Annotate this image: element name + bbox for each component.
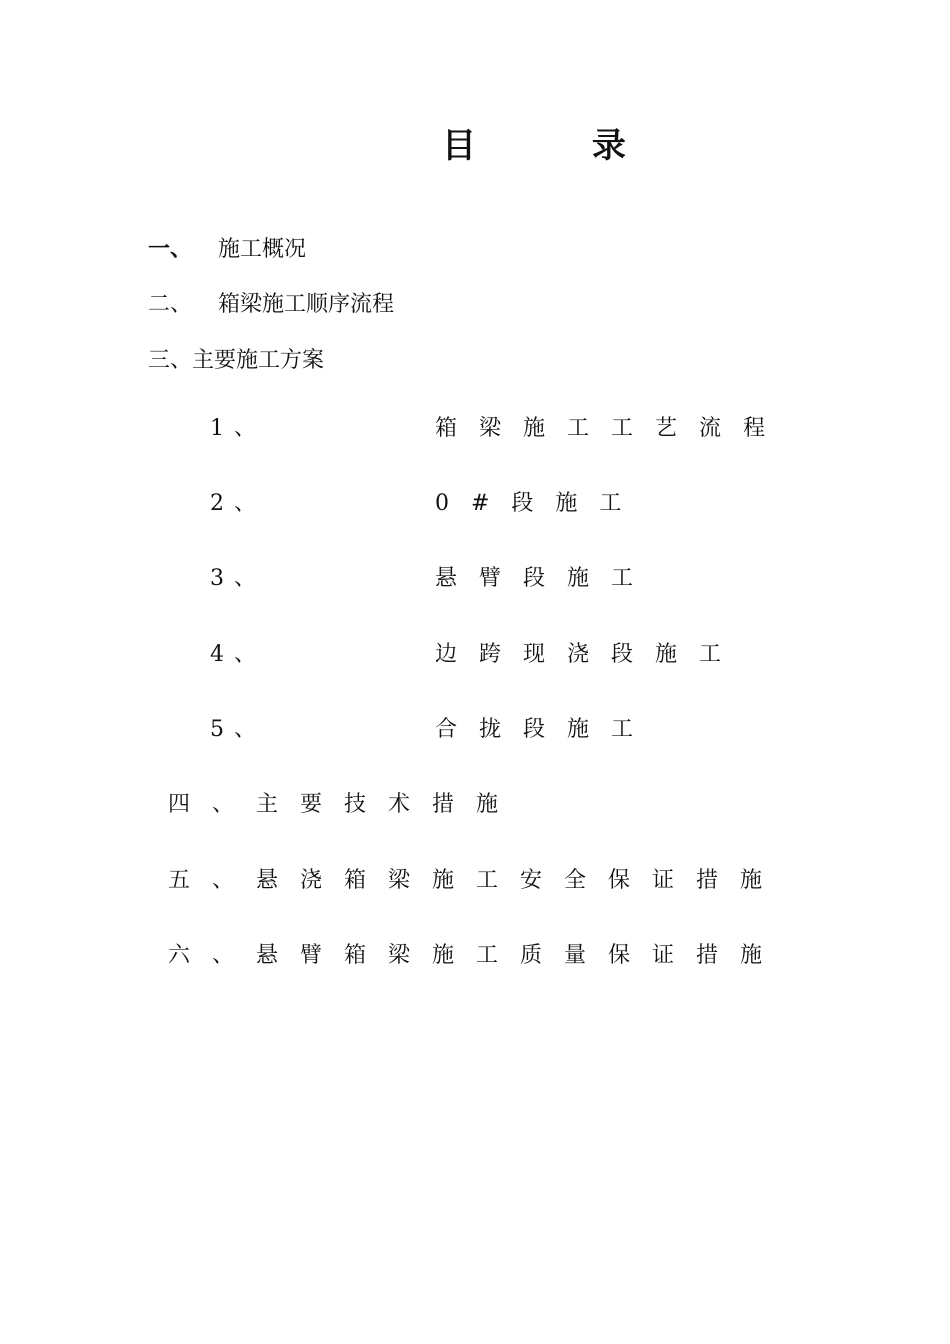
toc-item-6[interactable] — [168, 941, 784, 971]
toc-subitem-label: 合拢段施工 — [435, 717, 656, 742]
toc-subitem-label: 箱梁施工工艺流程 — [435, 416, 788, 441]
toc-item-2[interactable] — [148, 290, 394, 320]
toc-item-number: 三、 — [148, 348, 193, 373]
toc-item-number: 二、 — [148, 292, 193, 317]
toc-item-number: 五、 — [168, 868, 257, 893]
toc-title: 目 录 — [442, 126, 678, 166]
toc-item-5[interactable] — [168, 866, 784, 896]
toc-item-label: 悬浇箱梁施工安全保证措施 — [256, 868, 785, 893]
toc-item-label: 主要技术措施 — [256, 792, 521, 817]
toc-item-3[interactable] — [148, 346, 324, 376]
toc-item-number: 六、 — [168, 943, 257, 968]
toc-subitem-label: 边跨现浇段施工 — [435, 642, 744, 667]
toc-subitem-number: 4、 — [210, 642, 266, 667]
toc-subitem-number: 1、 — [210, 416, 266, 441]
toc-subitem-number: 2、 — [210, 491, 266, 516]
toc-subitem-number: 3、 — [210, 566, 266, 591]
toc-item-4[interactable] — [168, 790, 520, 820]
toc-item-label: 悬臂箱梁施工质量保证措施 — [256, 943, 785, 968]
toc-subitem-label: 0#段施工 — [435, 491, 644, 516]
toc-subitem-number: 5、 — [210, 717, 266, 742]
toc-subitem-label: 悬臂段施工 — [435, 566, 656, 591]
toc-item-number: 四、 — [168, 792, 257, 817]
toc-item-label: 施工概况 — [218, 237, 307, 262]
toc-item-label: 主要施工方案 — [192, 348, 325, 373]
toc-item-label: 箱梁施工顺序流程 — [218, 292, 395, 317]
toc-item-1[interactable] — [148, 234, 306, 265]
toc-item-number: 一、 — [148, 236, 193, 262]
